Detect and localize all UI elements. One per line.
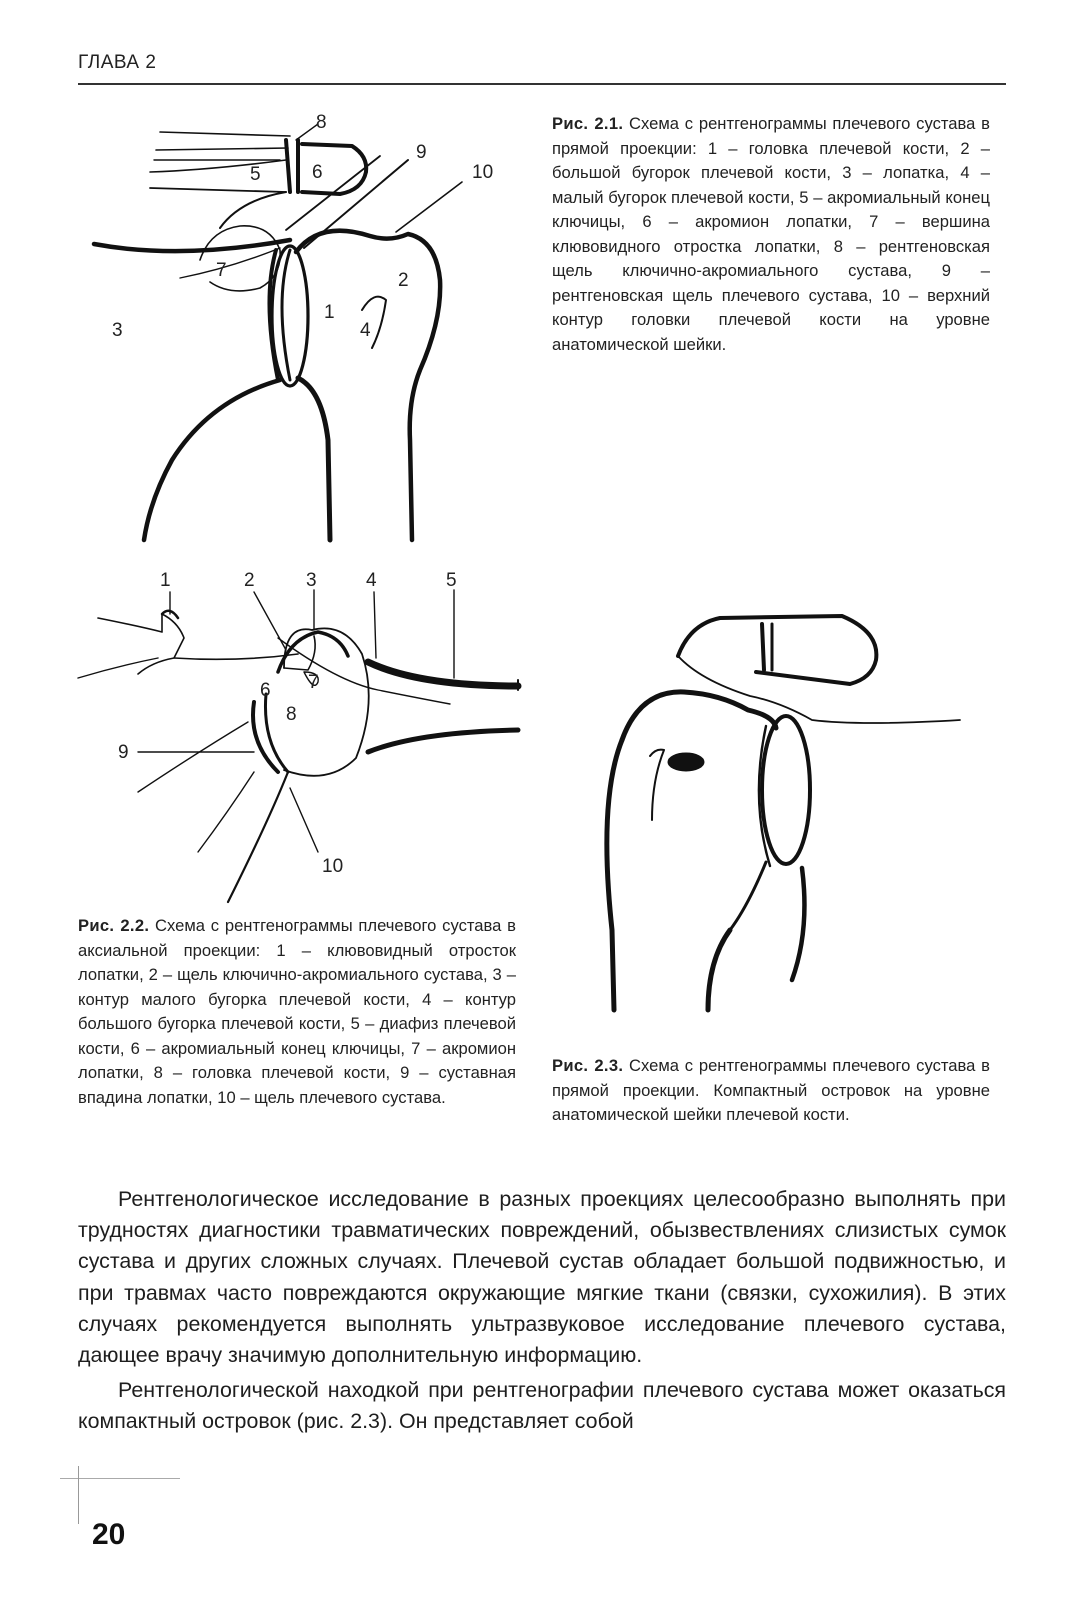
figure-2-1-label-3: 3	[112, 320, 123, 341]
figure-2-1-label-5: 5	[250, 164, 261, 185]
figure-2-1-label-4: 4	[360, 320, 371, 341]
figure-2-3-caption	[552, 1054, 990, 1128]
body-paragraph: Рентгенологическое исследование в разных проекциях целесообразно выполнять при трудностях диагностики травматических повреждений, обызвествлениях слизистых сумок сустава и других сложных случаях. Плечевой сустав обладает большой подвижностью, и при травмах часто повреждаются окружающие мягкие ткани (связки, сухожилия). В этих случаях рекомендуется выполнять ультразвуковое исследование плечевого сустава, дающее врачу значимую дополнительную информацию.	[78, 1187, 1006, 1368]
figure-2-1-label-8: 8	[316, 112, 327, 133]
figure-2-2-label-7: 7	[308, 672, 319, 693]
figure-2-3-caption-label: Рис. 2.3.	[552, 1056, 624, 1075]
figure-2-2-label-8: 8	[286, 704, 297, 725]
running-head: ГЛАВА 2	[78, 52, 157, 73]
figure-2-2-caption	[78, 914, 516, 1110]
figure-2-2-label-5: 5	[446, 570, 457, 591]
figure-2-1-diagram	[90, 100, 530, 540]
figure-2-3-caption-text: Схема с рентгенограммы плечевого сустава в прямой проекции. Компактный островок на уровне анатомической шейки плечевой кости.	[552, 1056, 990, 1124]
footer-corner-rule-vertical	[78, 1466, 79, 1524]
figure-2-1-label-10: 10	[472, 162, 494, 183]
figure-2-1-label-2: 2	[398, 270, 409, 291]
header-divider	[78, 83, 1006, 85]
body-text	[78, 1184, 1006, 1442]
figure-2-2-label-10: 10	[322, 856, 344, 877]
figure-2-2-label-1: 1	[160, 570, 171, 591]
figure-2-2-label-9: 9	[118, 742, 129, 763]
body-paragraph: Рентгенологической находкой при рентгенографии плечевого сустава может оказаться компактный островок (рис. 2.3). Он представляет собой	[78, 1378, 1006, 1434]
figure-2-2-caption-label: Рис. 2.2.	[78, 916, 150, 935]
figure-2-2-label-3: 3	[306, 570, 317, 591]
figure-2-1-label-7: 7	[216, 260, 227, 281]
figure-2-1-caption	[552, 112, 990, 357]
figure-2-1-label-1: 1	[324, 302, 335, 323]
figure-2-1-label-9: 9	[416, 142, 427, 163]
page-number: 20	[92, 1518, 126, 1551]
figure-2-2-label-6: 6	[260, 680, 271, 701]
figure-2-1-caption-label: Рис. 2.1.	[552, 114, 624, 133]
figure-2-3-diagram	[580, 600, 990, 1020]
figure-2-2-label-4: 4	[366, 570, 377, 591]
figure-2-1-caption-text: Схема с рентгенограммы плечевого сустава в прямой проекции: 1 – головка плечевой кости, 2 – большой бугорок плечевой кости, 3 – лопатка, 4 – малый бугорок плечевой кости, 5 – акромиальный конец ключицы, 6 – акромион лопатки, 7 – вершина клювовидного отростка лопатки, 8 – рентгеновская щель ключично-акромиального сустава, 9 – рентгеновская щель плечевого сустава, 10 – верхний контур головки плечевой кости на уровне анатомической шейки.	[552, 114, 990, 354]
figure-2-2-caption-text: Схема с рентгенограммы плечевого сустава в аксиальной проекции: 1 – клювовидный отросток лопатки, 2 – щель ключично-акромиального сустава, 3 – контур малого бугорка плечевой кости, 4 – контур большого бугорка плечевой кости, 5 – диафиз плечевой кости, 6 – акромиальный конец ключицы, 7 – акромион лопатки, 8 – головка плечевой кости, 9 – суставная впадина лопатки, 10 – щель плечевого сустава.	[78, 916, 516, 1107]
figure-2-2-diagram	[78, 562, 528, 902]
figure-2-1-label-6: 6	[312, 162, 323, 183]
figure-2-2-label-2: 2	[244, 570, 255, 591]
